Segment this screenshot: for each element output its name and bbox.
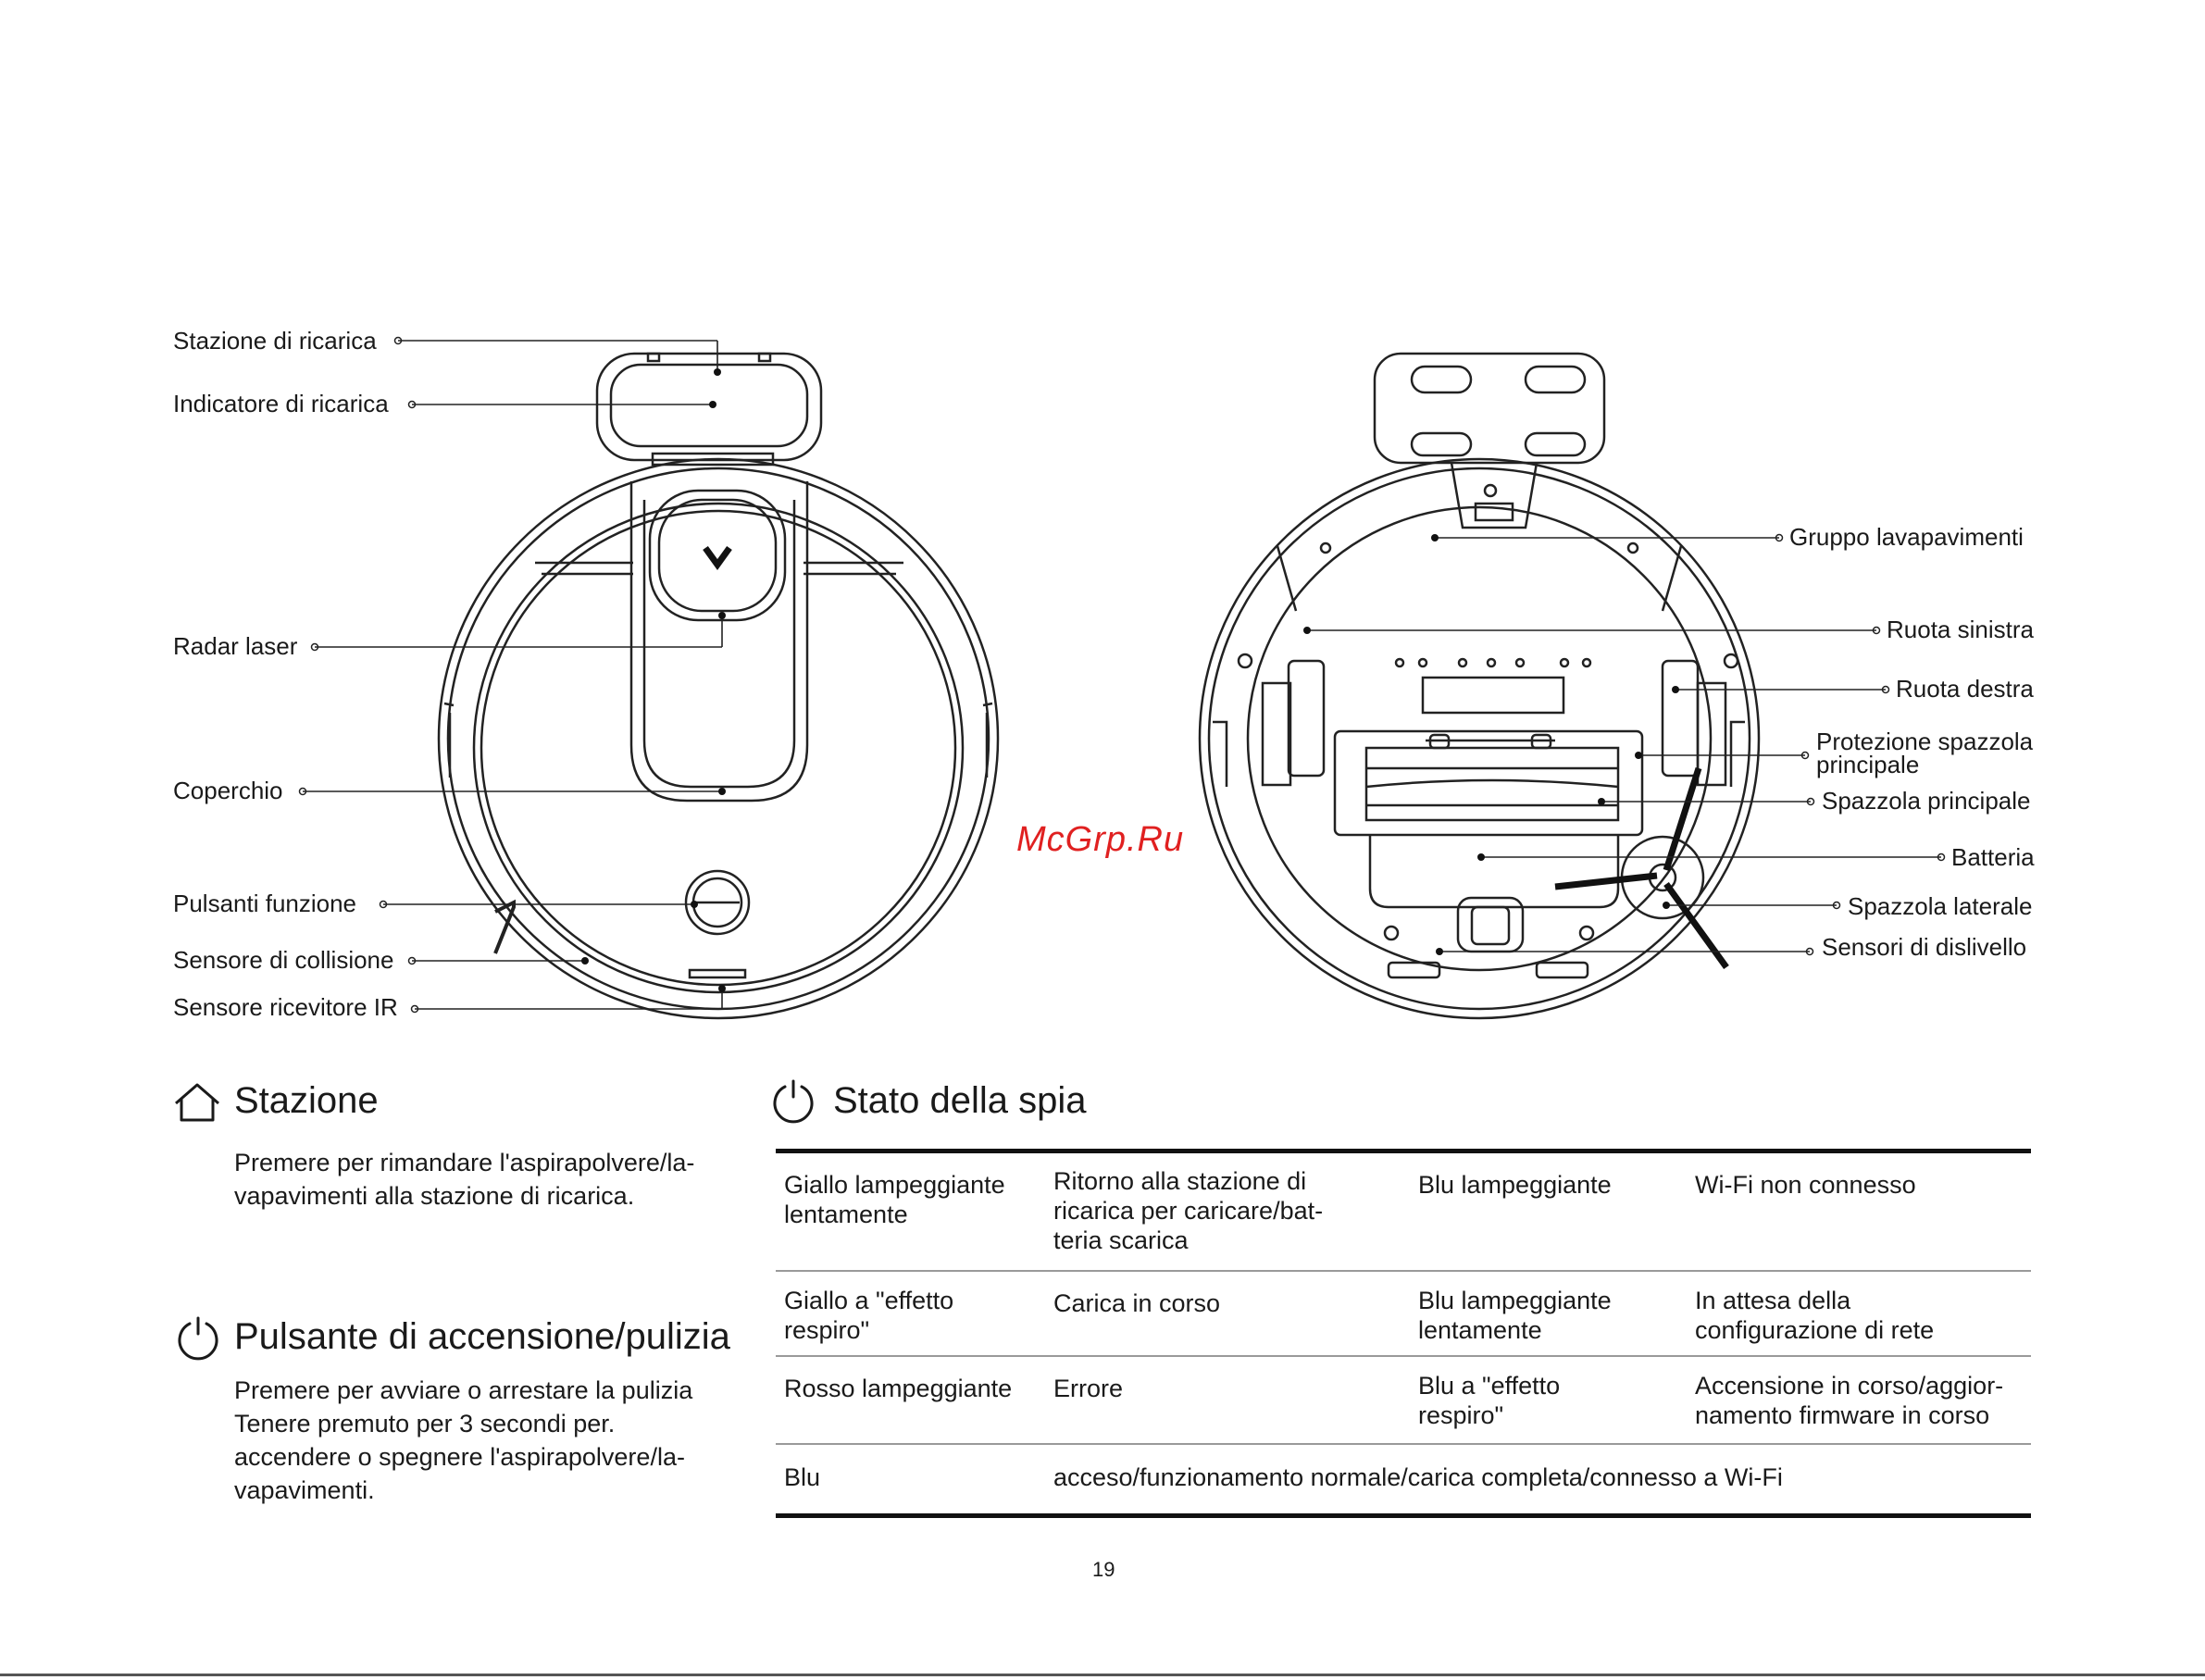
table-cell: Errore — [1053, 1375, 1124, 1402]
label-sensore-ricevitore-ir: Sensore ricevitore IR — [173, 993, 398, 1021]
label-radar-laser: Radar laser — [173, 632, 298, 660]
table-cell: Giallo a "effetto respiro" — [784, 1287, 954, 1344]
pulsante-description: Premere per avviare o arrestare la pulizia Tenere premuto per 3 secondi per. accendere o spegnere l'aspirapolvere/la- vapavimenti. — [234, 1376, 693, 1504]
page-bottom-border — [0, 1674, 2205, 1676]
page-number: 19 — [1092, 1558, 1115, 1581]
label-pulsanti-funzione: Pulsanti funzione — [173, 890, 357, 917]
robot-top-view — [439, 354, 998, 1018]
power-icon-status — [771, 1078, 816, 1125]
table-top-rule — [776, 1149, 2031, 1153]
label-stazione-di-ricarica: Stazione di ricarica — [173, 327, 377, 355]
robot-bottom-view — [1200, 354, 1759, 1018]
label-spazzola-laterale: Spazzola laterale — [1848, 892, 2033, 920]
label-sensore-di-collisione: Sensore di collisione — [173, 946, 394, 974]
home-icon — [172, 1081, 222, 1124]
table-cell: Rosso lampeggiante — [784, 1375, 1013, 1402]
label-sensori-di-dislivello: Sensori di dislivello — [1822, 933, 2027, 961]
stato-title: Stato della spia — [833, 1080, 1087, 1121]
label-indicatore-di-ricarica: Indicatore di ricarica — [173, 390, 389, 417]
table-cell: Blu lampeggiante lentamente — [1418, 1287, 1612, 1344]
label-batteria: Batteria — [1951, 843, 2035, 871]
table-cell: Blu a "effetto respiro" — [1418, 1372, 1561, 1429]
table-cell: In attesa della configurazione di rete — [1695, 1287, 1935, 1344]
pulsante-title: Pulsante di accensione/pulizia — [234, 1316, 730, 1357]
label-principale: principale — [1816, 751, 1920, 778]
table-cell: acceso/funzionamento normale/carica completa/connesso a Wi-Fi — [1053, 1463, 1783, 1491]
stazione-description: Premere per rimandare l'aspirapolvere/la- vapavimenti alla stazione di ricarica. — [234, 1149, 695, 1210]
label-ruota-sinistra: Ruota sinistra — [1887, 616, 2034, 643]
table-cell: Carica in corso — [1053, 1289, 1221, 1317]
table-row-divider — [776, 1270, 2031, 1272]
table-bottom-rule — [776, 1513, 2031, 1518]
label-ruota-destra: Ruota destra — [1896, 675, 2034, 703]
table-row-divider — [776, 1355, 2031, 1357]
table-cell: Wi-Fi non connesso — [1695, 1171, 1916, 1199]
stazione-title: Stazione — [234, 1080, 379, 1121]
table-cell: Accensione in corso/aggior- namento firmware in corso — [1695, 1372, 2004, 1429]
watermark: McGrp.Ru — [1016, 820, 1185, 859]
label-protezione-spazzola: Protezione spazzola — [1816, 728, 2034, 755]
label-gruppo-lavapavimenti: Gruppo lavapavimenti — [1789, 523, 2024, 551]
label-spazzola-principale: Spazzola principale — [1822, 787, 2031, 815]
table-cell: Blu lampeggiante — [1418, 1171, 1612, 1199]
label-coperchio: Coperchio — [173, 777, 283, 804]
table-cell: Ritorno alla stazione di ricarica per caricare/bat- teria scarica — [1053, 1167, 1324, 1254]
table-cell: Blu — [784, 1463, 821, 1491]
power-icon — [176, 1315, 220, 1362]
table-cell: Giallo lampeggiante lentamente — [784, 1171, 1005, 1228]
table-row-divider — [776, 1443, 2031, 1445]
